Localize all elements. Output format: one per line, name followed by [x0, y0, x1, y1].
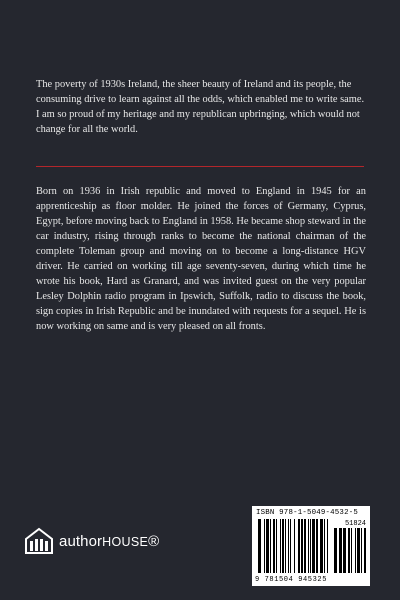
- barcode-bar: [361, 528, 362, 573]
- barcode-bar: [339, 528, 342, 573]
- authorhouse-house-logo-icon: [24, 526, 54, 556]
- barcode-bar: [266, 519, 269, 573]
- barcode-bar: [290, 519, 291, 573]
- barcode-bar: [343, 528, 346, 573]
- barcode-bar: [348, 528, 350, 573]
- barcode-bar: [320, 519, 323, 573]
- barcode-bar: [258, 519, 261, 573]
- divider-rule: [36, 166, 364, 167]
- barcode-bar: [351, 528, 352, 573]
- back-cover-blurb: The poverty of 1930s Ireland, the sheer beauty of Ireland and its people, the consuming drive to learn against all the odds, which enabled me to write same. I am so proud of my heritage and my republican upbringing, which would not change for all the world.: [36, 79, 365, 135]
- isbn-barcode: [252, 506, 370, 586]
- barcode-bar: [357, 528, 360, 573]
- barcode-bar: [334, 528, 337, 573]
- isbn-text: ISBN 978-1-5049-4532-5: [256, 509, 358, 517]
- barcode-bar: [288, 519, 289, 573]
- barcode-bar: [276, 519, 277, 573]
- barcode-bar: [327, 519, 328, 573]
- barcode-bar: [308, 519, 309, 573]
- barcode-bar: [270, 519, 271, 573]
- barcode-bar: [301, 519, 303, 573]
- publisher-logo: [24, 526, 159, 556]
- barcode-bar: [273, 519, 275, 573]
- barcode-bar: [264, 519, 265, 573]
- barcode-bar: [294, 519, 295, 573]
- barcode-bar: [364, 528, 366, 573]
- barcode-bar: [285, 519, 286, 573]
- barcode-bar: [324, 519, 325, 573]
- author-bio: Born on 1936 in Irish republic and moved to England in 1945 for an apprenticeship as floor molder. He joined the forces of Germany, Cyprus, Egypt, before moving back to England in 1958. He became shop steward in the car industry, rising through ranks to become the national chairman of the complete Toleman group and moving on to become a long-distance HGV driver. He carried on working till age seventy-seven, during which time he wrote his book, Hard as Granard, and was invited guest on the very popular Lesley Dolphin radio program in Ipswich, Suffolk, radio to discuss the book, sign copies in Irish Republic and be inundated with requests for a sequel. He is now working on same and is very pleased on all fronts.: [36, 186, 366, 332]
- ean-barcode-bars: [258, 519, 330, 573]
- barcode-bar: [282, 519, 284, 573]
- barcode-bar: [280, 519, 281, 573]
- barcode-bar: [298, 519, 300, 573]
- publisher-name: authorHOUSE®: [59, 532, 160, 550]
- barcode-bar: [312, 519, 315, 573]
- barcode-bar: [355, 528, 356, 573]
- price-code: 51824: [344, 520, 366, 528]
- barcode-bar: [304, 519, 306, 573]
- barcode-bar: [310, 519, 311, 573]
- barcode-bar: [316, 519, 318, 573]
- addon-barcode-bars: [334, 528, 366, 573]
- ean-digits: 9 781504 945325: [255, 576, 328, 584]
